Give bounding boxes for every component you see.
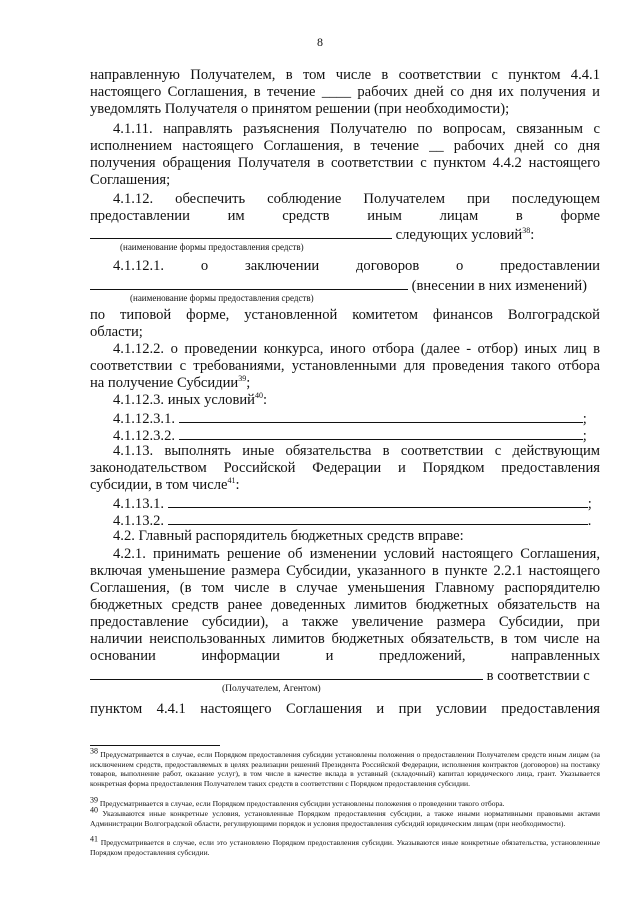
text-line: уведомлять Получателя о принятом решении (при необходимости);	[90, 101, 510, 117]
field-caption: (наименование формы предоставления средств)	[120, 242, 304, 252]
blank-field	[90, 225, 392, 239]
inline-text: :	[262, 392, 268, 408]
text-line: соответствии с требованиями, установленными для проведения такого отбора	[90, 358, 600, 374]
inline-text: в соответствии с	[486, 668, 590, 684]
text-line: настоящего Соглашения, в течение ____ рабочих дней со дня их получения и	[90, 84, 600, 100]
field-caption: (наименование формы предоставления средств)	[130, 293, 314, 303]
text-line: получения обращения Получателя в соответствии с пунктом 4.4.2 настоящего	[90, 155, 600, 171]
paragraph-4-1-12-1: 4.1.12.1. о заключении договоров о предоставлении	[113, 258, 600, 274]
text-line: законодательством Российской Федерации и Порядком предоставления	[90, 460, 600, 476]
text-line: направленную Получателем, в том числе в соответствии с пунктом 4.4.1	[90, 67, 600, 83]
text-line: включая уменьшение размера Субсидии, указанного в пункте 2.2.1 настоящего	[90, 563, 600, 579]
blank-field	[90, 276, 408, 290]
text-line: предоставлении им средств иным лицам в форме	[90, 208, 600, 224]
inline-text: :	[530, 227, 535, 243]
text-line: Соглашения;	[90, 172, 171, 188]
paragraph-4-1-12-3	[113, 392, 623, 409]
inline-text: 4.1.12.3.1.	[113, 411, 176, 427]
blank-field	[179, 409, 583, 423]
footnote-number: 38	[90, 746, 98, 756]
inline-text: :	[235, 477, 240, 493]
footnote-39	[90, 795, 600, 809]
text-line: основании информации и предложений, направленных	[90, 648, 600, 664]
footnote-ref: 41	[227, 476, 236, 486]
footnote-number: 39	[90, 795, 98, 805]
text-line: предоставление субсидии), а также увеличение размера Субсидии, при	[90, 614, 600, 630]
text-line: пунктом 4.4.1 настоящего Соглашения и при условии предоставления	[90, 701, 600, 717]
paragraph-4-1-11: 4.1.11. направлять разъяснения Получателю по вопросам, связанным с	[113, 121, 600, 137]
text-line: Соглашения, (в том числе в случае уменьшения Главному распорядителю	[90, 580, 600, 596]
text-line: наличии неиспользованных лимитов бюджетных обязательств, в том числе на	[90, 631, 600, 647]
paragraph-4-2: 4.2. Главный распорядитель бюджетных средств вправе:	[113, 528, 464, 544]
footnote-number: 41	[90, 834, 98, 844]
footnote-divider	[90, 745, 220, 746]
inline-text: 4.1.13.2.	[113, 513, 165, 529]
text-line	[90, 477, 600, 494]
inline-text: 4.1.12.3.2.	[113, 428, 176, 444]
footnote-41	[90, 834, 600, 857]
text-line	[90, 666, 600, 685]
footnote-number: 40	[90, 805, 98, 815]
blank-field	[90, 666, 483, 680]
blank-field	[179, 426, 583, 440]
footnote-text: Указываются иные конкретные условия, установленные Порядком предоставления субсидии, а также иными нормативными правовыми актами Администрации Волгоградской области, регулирующими порядок и условия предоставления субсидий юридическим лицам (при необходимости).	[90, 809, 600, 828]
paragraph-4-1-12: 4.1.12. обеспечить соблюдение Получателем при последующем	[113, 191, 600, 207]
footnote-ref: 40	[254, 391, 263, 401]
inline-text: 4.1.12.3. иных условий	[113, 392, 255, 408]
footnote-text: Предусматривается в случае, если Порядком предоставления субсидии установлены положения о проведении такого отбора.	[99, 799, 505, 808]
inline-text: следующих условий	[395, 227, 523, 243]
paragraph-4-1-13: 4.1.13. выполнять иные обязательства в соответствии с действующим	[113, 443, 600, 459]
inline-text: (внесении в них изменений)	[411, 278, 588, 294]
inline-text: субсидии, в том числе	[90, 477, 228, 493]
text-line: по типовой форме, установленной комитетом финансов Волгоградской	[90, 307, 600, 323]
page-number: 8	[317, 35, 323, 49]
paragraph-4-1-12-2: 4.1.12.2. о проведении конкурса, иного отбора (далее - отбор) иных лиц в	[113, 341, 600, 357]
footnote-ref: 39	[238, 374, 247, 384]
text-line: области;	[90, 324, 143, 340]
inline-text: ;	[582, 428, 587, 444]
inline-text: ;	[246, 375, 251, 391]
footnote-40	[90, 805, 600, 828]
footnote-text: Предусматривается в случае, если Порядком предоставления субсидии установлены положения о предоставлении Получателем средств иным лицам (за исключением средств, предоставляемых в целях реализации решений Президента Российской Федерации, исполнения контрактов (договоров) на поставку товаров, выполнение работ, оказание услуг), в том числе в качестве вклада в уставный (складочный) капитал юридического лица, грант. Указывается конкретная форма предоставления Получателем таких средств в соответствии с Порядком предоставления субсидии.	[90, 750, 600, 788]
text-line: бюджетных средств ранее доведенных лимитов бюджетных обязательств на	[90, 597, 600, 613]
inline-text: на получение Субсидии	[90, 375, 239, 391]
field-caption: (Получателем, Агентом)	[222, 684, 321, 694]
footnote-ref: 38	[522, 226, 531, 236]
blank-field	[168, 511, 588, 525]
inline-text: ;	[582, 411, 587, 427]
footnote-38	[90, 746, 600, 788]
inline-text: ;	[587, 496, 592, 512]
text-line: исполнением настоящего Соглашения, в течение __ рабочих дней со дня	[90, 138, 600, 154]
text-line	[90, 375, 600, 392]
paragraph-4-2-1: 4.2.1. принимать решение об изменении условий настоящего Соглашения,	[113, 546, 600, 562]
inline-text: .	[587, 513, 592, 529]
blank-field	[168, 494, 588, 508]
footnote-text: Предусматривается в случае, если это установлено Порядком предоставления субсидии. Указываются иные конкретные обязательства, установленные Порядком предоставления субсидии.	[90, 838, 600, 857]
inline-text: 4.1.13.1.	[113, 496, 165, 512]
